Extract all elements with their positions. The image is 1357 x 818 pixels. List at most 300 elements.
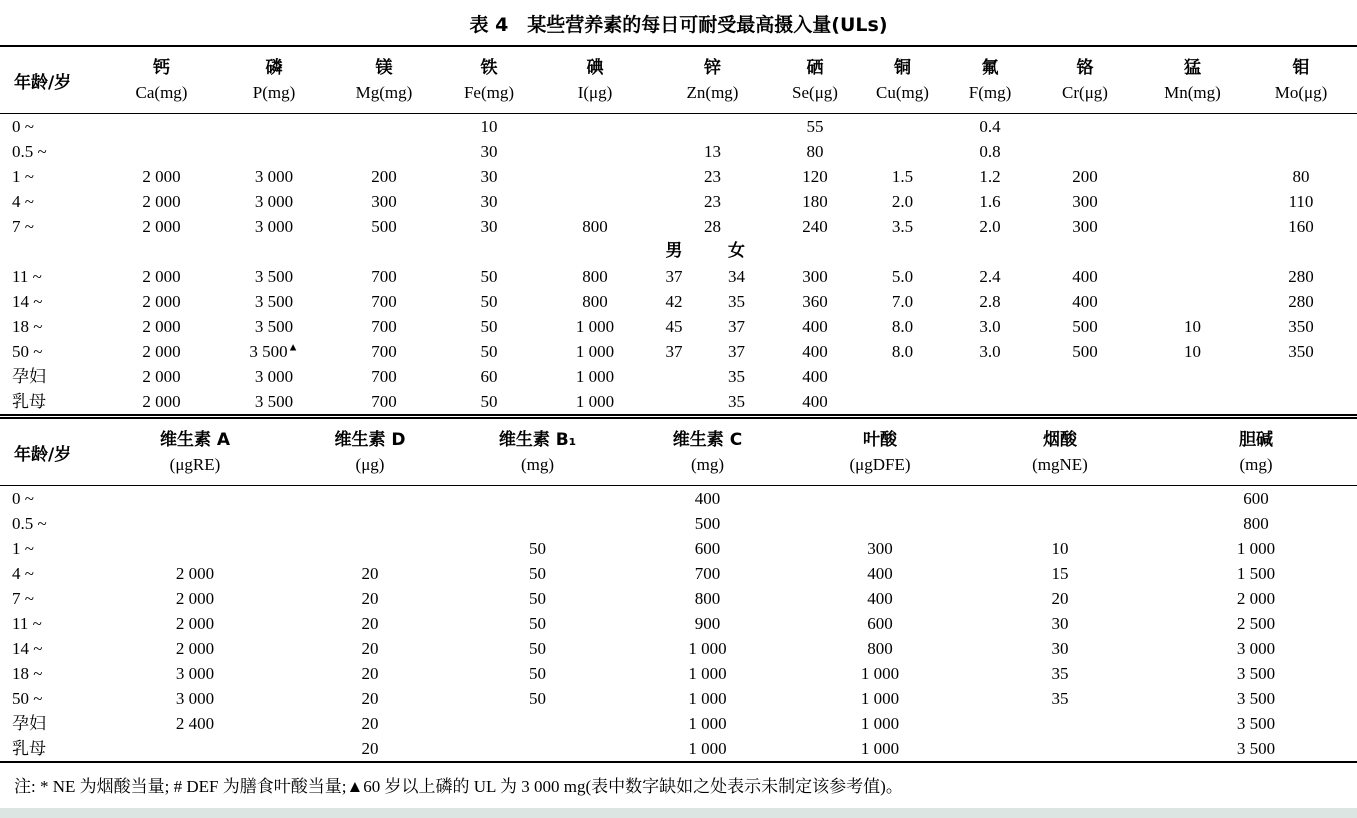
column-name: 钼 (1292, 58, 1310, 78)
cell: 1 000 (688, 664, 727, 683)
cell (1140, 189, 1245, 214)
cell: 0.8 (979, 142, 1001, 161)
column-name: 维生素 D (334, 430, 406, 450)
cell: 30 (480, 192, 498, 211)
cell: 400 (1072, 292, 1098, 311)
cell: 700 (694, 564, 721, 583)
cell (455, 486, 620, 512)
cell: 50 (480, 317, 498, 336)
cell: 2 000 (142, 192, 181, 211)
row-age: 孕妇 (12, 714, 46, 733)
vitamins-table (0, 419, 1357, 763)
column-unit: (μgDFE) (849, 455, 911, 474)
cell: 300 (371, 192, 397, 211)
cell: 20 (361, 639, 379, 658)
cell: 2 000 (142, 292, 181, 311)
cell: 35 (1051, 664, 1069, 683)
column-name: 猛 (1184, 58, 1201, 78)
table-row (0, 536, 1357, 561)
minerals-table (0, 45, 1357, 419)
row-age: 14 ~ (12, 639, 43, 658)
cell: 15 (1051, 564, 1069, 583)
cell: 35 (728, 367, 745, 386)
cell: 50 (529, 614, 546, 633)
column-name: 维生素 B₁ (498, 430, 577, 450)
age-column-header: 年龄/岁 (14, 444, 72, 465)
cell: 1 000 (575, 342, 615, 361)
table-row (0, 214, 1357, 239)
cell (455, 511, 620, 536)
cell: 800 (1243, 514, 1269, 533)
cell: 800 (582, 217, 608, 236)
cell: 600 (867, 614, 893, 633)
column-unit: (μgRE) (169, 455, 221, 474)
cell (855, 239, 950, 264)
cell (795, 511, 965, 536)
cell: 3.0 (979, 342, 1001, 361)
row-age: 0.5 ~ (12, 142, 47, 161)
cell (455, 711, 620, 736)
column-name: 碘 (586, 58, 604, 78)
table-row (0, 364, 1357, 389)
table-row (0, 164, 1357, 189)
cell: 1 000 (575, 367, 615, 386)
cell (1140, 114, 1245, 140)
cell: 400 (1072, 267, 1098, 286)
age-column-header: 年龄/岁 (14, 72, 72, 93)
cell (330, 139, 438, 164)
column-unit: Zn(mg) (686, 83, 739, 102)
cell: 50 (480, 342, 498, 361)
row-age: 4 ~ (12, 564, 34, 583)
column-name: 镁 (375, 58, 393, 78)
table-row (0, 736, 1357, 762)
table-row (0, 264, 1357, 289)
cell: 600 (694, 539, 721, 558)
cell (105, 536, 285, 561)
column-unit: (mg) (690, 455, 725, 474)
cell: 20 (1051, 589, 1069, 608)
row-age: 18 ~ (12, 317, 43, 336)
cell: 35 (728, 292, 745, 311)
table-row (0, 339, 1357, 364)
cell: 30 (1051, 614, 1069, 633)
cell: 2 000 (142, 267, 181, 286)
cell: 3 500▲ (249, 341, 299, 361)
cell: 3.5 (891, 217, 914, 236)
cell: 240 (802, 217, 828, 236)
vitamins-table-body (0, 486, 1357, 763)
table-row (0, 314, 1357, 339)
cell (1140, 389, 1245, 417)
cell: 200 (1072, 167, 1098, 186)
cell (1140, 164, 1245, 189)
cell: 700 (371, 317, 397, 336)
cell: 3 000 (175, 689, 215, 708)
table-row (0, 239, 1357, 264)
cell: 400 (694, 489, 721, 508)
table-row (0, 561, 1357, 586)
cell (285, 511, 455, 536)
cell: 2 000 (175, 589, 215, 608)
cell: 60 (480, 367, 498, 386)
cell (855, 389, 950, 417)
cell (855, 364, 950, 389)
cell: 2 500 (1236, 614, 1276, 633)
cell: 160 (1288, 217, 1314, 236)
cell: 800 (582, 292, 608, 311)
cell (1030, 364, 1140, 389)
cell: 180 (802, 192, 828, 211)
cell: 35 (728, 392, 745, 411)
cell: 3 000 (254, 192, 294, 211)
cell: 1 000 (575, 317, 615, 336)
cell: 1 000 (860, 739, 900, 758)
cell (795, 486, 965, 512)
row-age: 1 ~ (12, 539, 34, 558)
cell (540, 164, 650, 189)
row-age: 0.5 ~ (12, 514, 47, 533)
column-unit: (mg) (1239, 455, 1273, 474)
cell: 2 000 (175, 614, 215, 633)
cell: 20 (361, 614, 379, 633)
cell (1245, 114, 1357, 140)
cell (1030, 239, 1140, 264)
cell: 1.6 (979, 192, 1001, 211)
cell: 50 (480, 392, 498, 411)
cell: 20 (361, 589, 379, 608)
cell (330, 239, 438, 264)
cell (1245, 139, 1357, 164)
table-row (0, 711, 1357, 736)
cell: 50 (529, 664, 546, 683)
cell: 800 (694, 589, 721, 608)
cell: 2 000 (175, 639, 215, 658)
column-unit: Mo(μg) (1274, 83, 1328, 102)
column-unit: Cr(μg) (1062, 83, 1108, 102)
cell: 37 (665, 342, 683, 361)
cell: 300 (1072, 192, 1098, 211)
row-age: 4 ~ (12, 192, 34, 211)
cell: 3 500 (1236, 739, 1276, 758)
column-name: 磷 (265, 58, 283, 78)
row-age (0, 239, 105, 264)
cell (650, 389, 698, 417)
cell: 20 (361, 564, 379, 583)
table-title: 表 4 某些营养素的每日可耐受最高摄入量(ULs) (469, 14, 888, 36)
column-name: 烟酸 (1043, 430, 1077, 450)
cell: 37 (728, 317, 745, 336)
cell: 1 000 (860, 689, 900, 708)
cell (1140, 364, 1245, 389)
column-unit: Mn(mg) (1164, 83, 1221, 102)
cell: 30 (480, 142, 498, 161)
cell (1030, 114, 1140, 140)
cell: 10 (1184, 317, 1201, 336)
cell: 400 (802, 367, 828, 386)
column-name: 氟 (981, 58, 999, 78)
cell: 2 000 (142, 342, 181, 361)
row-age: 乳母 (12, 739, 46, 758)
row-age: 0 ~ (12, 489, 34, 508)
cell: 女 (728, 241, 745, 261)
cell: 2.0 (979, 217, 1001, 236)
cell (105, 239, 218, 264)
cell (540, 114, 650, 140)
cell (285, 536, 455, 561)
column-name: 铬 (1076, 58, 1094, 78)
cell (540, 139, 650, 164)
table-row (0, 511, 1357, 536)
cell: 500 (1072, 317, 1098, 336)
table-row (0, 586, 1357, 611)
cell: 360 (802, 292, 828, 311)
cell: 55 (806, 117, 824, 136)
cell (218, 239, 330, 264)
minerals-table-body (0, 114, 1357, 417)
cell: 42 (665, 292, 683, 311)
cell: 50 (480, 267, 498, 286)
cell: 3 500 (254, 317, 294, 336)
cell: 700 (371, 267, 397, 286)
cell (1245, 389, 1357, 417)
table-row (0, 114, 1357, 140)
table-row (0, 289, 1357, 314)
table-row (0, 611, 1357, 636)
cell (965, 486, 1155, 512)
table-row (0, 661, 1357, 686)
cell: 300 (1072, 217, 1098, 236)
cell: 3 500 (1236, 714, 1276, 733)
cell: 0.4 (979, 117, 1001, 136)
cell: 3 000 (1236, 639, 1276, 658)
cell (1140, 239, 1245, 264)
column-unit: Se(μg) (792, 83, 838, 102)
cell: 37 (665, 267, 683, 286)
row-age: 1 ~ (12, 167, 34, 186)
column-name: 胆碱 (1239, 430, 1273, 450)
cell: 3 000 (254, 217, 294, 236)
cell: 350 (1288, 317, 1314, 336)
cell (105, 486, 285, 512)
cell: 1 000 (688, 689, 727, 708)
row-age: 11 ~ (12, 267, 42, 286)
column-name: 钙 (153, 58, 170, 78)
cell: 700 (371, 292, 397, 311)
cell (1030, 139, 1140, 164)
cell (1245, 239, 1357, 264)
cell: 2 000 (142, 317, 181, 336)
cell (950, 364, 1030, 389)
cell: 700 (371, 342, 397, 361)
cell: 900 (694, 614, 721, 633)
cell (1140, 139, 1245, 164)
cell: 8.0 (891, 342, 914, 361)
cell: 34 (728, 267, 745, 286)
cell: 10 (1051, 539, 1069, 558)
column-unit: P(mg) (252, 83, 296, 102)
cell (950, 389, 1030, 417)
cell: 350 (1288, 342, 1314, 361)
cell: 1 500 (1236, 564, 1276, 583)
cell: 3 000 (254, 167, 294, 186)
cell: 1 000 (860, 664, 900, 683)
column-name: 铜 (894, 58, 911, 78)
cell: 1 000 (860, 714, 900, 733)
column-unit: I(μg) (577, 83, 613, 102)
cell (540, 189, 650, 214)
cell: 20 (361, 739, 379, 758)
cell: 3 500 (1236, 689, 1276, 708)
vitamins-table-head (0, 419, 1357, 486)
cell: 8.0 (891, 317, 914, 336)
cell: 10 (1184, 342, 1201, 361)
cell (1140, 264, 1245, 289)
cell (540, 239, 650, 264)
cell: 2 000 (142, 367, 181, 386)
cell: 23 (704, 167, 721, 186)
cell: 2.8 (979, 292, 1001, 311)
cell (965, 711, 1155, 736)
cell: 500 (1072, 342, 1098, 361)
column-unit: (mg) (520, 455, 555, 474)
cell: 3.0 (979, 317, 1001, 336)
cell: 37 (728, 342, 745, 361)
table-row (0, 686, 1357, 711)
cell: 5.0 (891, 267, 914, 286)
cell (218, 114, 330, 140)
cell (950, 239, 1030, 264)
cell: 300 (802, 267, 828, 286)
cell: 2 000 (142, 392, 181, 411)
cell: 1 000 (688, 739, 727, 758)
cell (775, 239, 855, 264)
cell: 500 (371, 217, 397, 236)
cell: 2.4 (979, 267, 1001, 286)
cell: 50 (529, 689, 546, 708)
table-row (0, 189, 1357, 214)
cell: 3 000 (175, 664, 215, 683)
cell: 300 (867, 539, 893, 558)
cell: 280 (1288, 267, 1314, 286)
cell (285, 486, 455, 512)
cell: 700 (371, 367, 397, 386)
cell (438, 239, 540, 264)
cell: 1 000 (575, 392, 615, 411)
cell: 20 (361, 714, 379, 733)
cell: 400 (802, 317, 828, 336)
cell: 400 (867, 589, 893, 608)
cell: 1 000 (688, 714, 727, 733)
cell: 30 (480, 217, 498, 236)
cell: 35 (1051, 689, 1069, 708)
column-name: 维生素 A (159, 430, 231, 450)
cell: 50 (529, 564, 546, 583)
cell (965, 511, 1155, 536)
cell (330, 114, 438, 140)
row-age: 11 ~ (12, 614, 42, 633)
cell: 50 (480, 292, 498, 311)
cell: 3 000 (254, 367, 294, 386)
table-row (0, 389, 1357, 417)
cell: 500 (694, 514, 721, 533)
cell: 10 (480, 117, 498, 136)
column-unit: Cu(mg) (876, 83, 929, 102)
cell (965, 736, 1155, 762)
cell: 1.5 (891, 167, 914, 186)
cell (1030, 389, 1140, 417)
cell (455, 736, 620, 762)
cell: 3 500 (254, 267, 294, 286)
cell: 30 (480, 167, 498, 186)
column-unit: F(mg) (968, 83, 1012, 102)
cell (105, 736, 285, 762)
table-row (0, 486, 1357, 512)
column-name: 维生素 C (672, 430, 743, 450)
cell: 400 (802, 392, 828, 411)
cell: 2 000 (142, 217, 181, 236)
cell: 50 (529, 539, 546, 558)
cell (855, 114, 950, 140)
bottom-strip (0, 808, 1357, 818)
cell: 600 (1243, 489, 1269, 508)
cell: 45 (665, 317, 683, 336)
cell (105, 511, 285, 536)
cell (1140, 214, 1245, 239)
cell: 80 (1292, 167, 1310, 186)
row-age: 0 ~ (12, 117, 34, 136)
cell (1140, 289, 1245, 314)
cell (218, 139, 330, 164)
cell (855, 139, 950, 164)
column-name: 锌 (704, 58, 721, 78)
cell (650, 364, 698, 389)
minerals-table-head (0, 46, 1357, 114)
row-age: 乳母 (12, 392, 46, 411)
cell: 3 500 (1236, 664, 1276, 683)
cell: 2.0 (891, 192, 914, 211)
cell: 2 000 (175, 564, 215, 583)
cell: 男 (665, 241, 683, 261)
cell: 50 (529, 639, 546, 658)
cell: 1 000 (688, 639, 727, 658)
cell: 800 (582, 267, 608, 286)
cell: 700 (371, 392, 397, 411)
column-unit: (mgNE) (1032, 455, 1088, 474)
column-unit: Fe(mg) (463, 83, 515, 102)
cell: 3 500 (254, 392, 294, 411)
cell: 2 400 (175, 714, 215, 733)
cell: 3 500 (254, 292, 294, 311)
cell: 2 000 (1236, 589, 1276, 608)
row-age: 50 ~ (12, 342, 43, 361)
row-age: 50 ~ (12, 689, 43, 708)
table-row (0, 139, 1357, 164)
column-name: 叶酸 (863, 430, 897, 450)
row-age: 孕妇 (12, 367, 46, 386)
cell: 20 (361, 689, 379, 708)
cell: 400 (802, 342, 828, 361)
cell: 110 (1288, 192, 1314, 211)
cell: 50 (529, 589, 546, 608)
cell: 80 (806, 142, 824, 161)
column-name: 硒 (806, 58, 824, 78)
cell: 200 (371, 167, 397, 186)
cell: 800 (867, 639, 893, 658)
cell: 23 (704, 192, 721, 211)
cell: 1 000 (1236, 539, 1276, 558)
cell: 400 (867, 564, 893, 583)
